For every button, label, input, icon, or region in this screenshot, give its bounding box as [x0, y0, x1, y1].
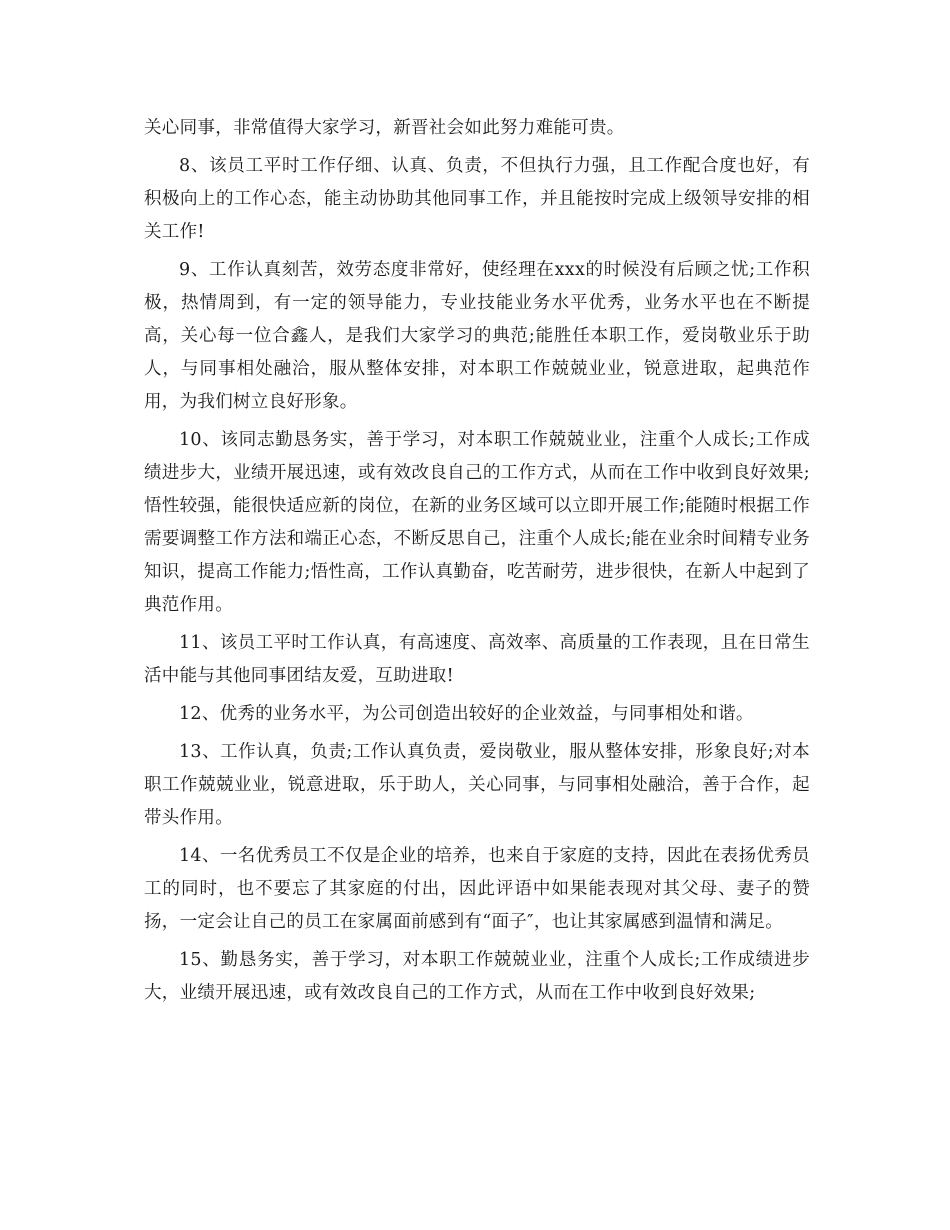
paragraph-continuation: 关心同事，非常值得大家学习，新晋社会如此努力难能可贵。: [144, 118, 625, 138]
paragraph-item-8: 8、该员工平时工作仔细、认真、负责，不但执行力强，且工作配合度也好，有积极向上的工作心态，能主动协助其他同事工作，并且能按时完成上级领导安排的相关工作!: [144, 156, 810, 242]
paragraph-item-13: 13、工作认真，负责;工作认真负责，爱岗敬业，服从整体安排，形象良好;对本职工作兢兢业业，锐意进取，乐于助人，关心同事，与同事相处融洽，善于合作，起带头作用。: [144, 742, 810, 828]
paragraph-item-11: 11、该员工平时工作认真，有高速度、高效率、高质量的工作表现，且在日常生活中能与其他同事团结友爱，互助进取!: [144, 633, 810, 686]
paragraph-item-15: 15、勤恳务实，善于学习，对本职工作兢兢业业，注重个人成长;工作成绩进步大，业绩开展迅速，或有效改良自己的工作方式，从而在工作中收到良好效果;: [144, 950, 810, 1003]
paragraph-item-14: 14、一名优秀员工不仅是企业的培养，也来自于家庭的支持，因此在表扬优秀员工的同时，也不要忘了其家庭的付出，因此评语中如果能表现对其父母、妻子的赞扬，一定会让自己的员工在家属面前感到有“面子″，也让其家属感到温情和满足。: [144, 846, 810, 932]
paragraph-item-12: 12、优秀的业务水平，为公司创造出较好的企业效益，与同事相处和谐。: [179, 704, 754, 724]
document-page: [144, 112, 810, 1015]
paragraph-item-10: 10、该同志勤恳务实，善于学习，对本职工作兢兢业业，注重个人成长;工作成绩进步大，业绩开展迅速，或有效改良自己的工作方式，从而在工作中收到良好效果;悟性较强，能很快适应新的岗位，在新的业务区域可以立即开展工作;能随时根据工作需要调整工作方法和端正心态，不断反思自己，注重个人成长;能在业余时间精专业务知识，提高工作能力;悟性高，工作认真勤奋，吃苦耐劳，进步很快，在新人中起到了典范作用。: [144, 430, 810, 615]
paragraph-item-9: 9、工作认真刻苦，效劳态度非常好，使经理在xxx的时候没有后顾之忧;工作积极，热情周到，有一定的领导能力，专业技能业务水平优秀，业务水平也在不断提高，关心每一位合鑫人，是我们大家学习的典范;能胜任本职工作，爱岗敬业乐于助人，与同事相处融洽，服从整体安排，对本职工作兢兢业业，锐意进取，起典范作用，为我们树立良好形象。: [144, 260, 810, 412]
